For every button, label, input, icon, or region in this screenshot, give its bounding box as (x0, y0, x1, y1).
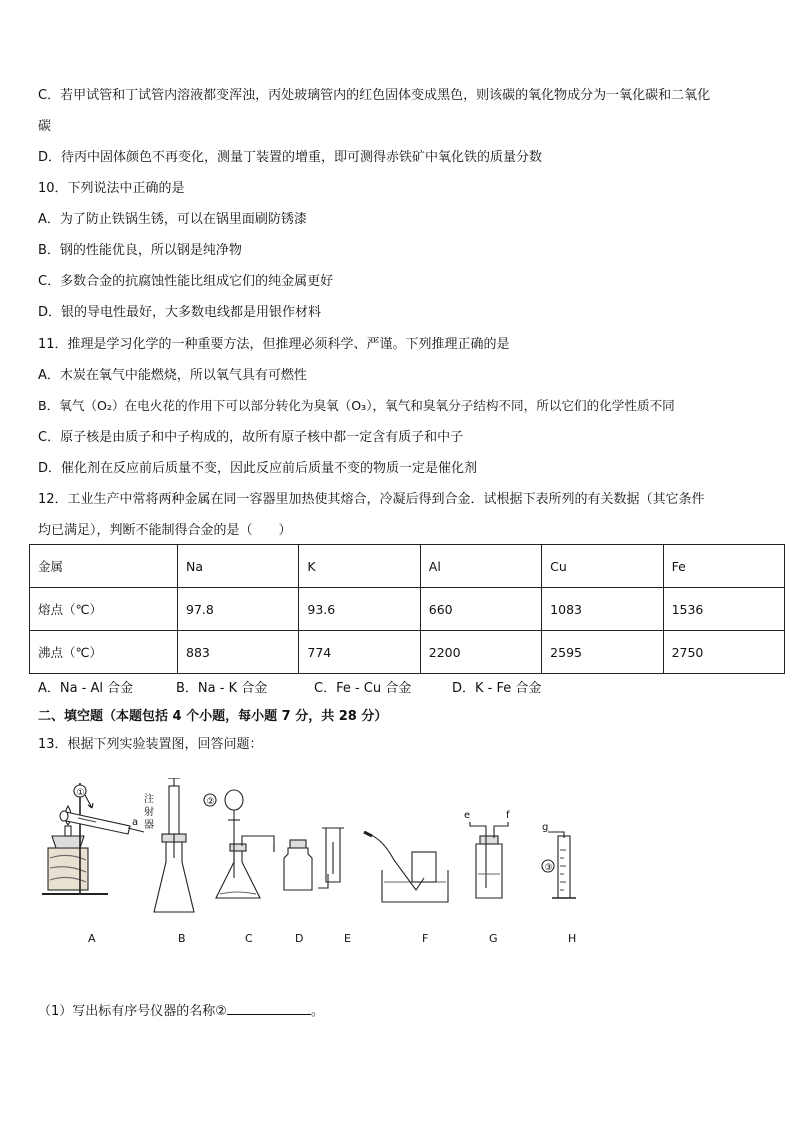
syringe-barrel (169, 786, 179, 834)
table-cell: 1536 (663, 588, 784, 631)
graduated-cylinder (558, 836, 570, 898)
table-cell: Fe (663, 545, 784, 588)
table-cell: Cu (542, 545, 663, 588)
q12-stem-line2: 均已满足），判断不能制得合金的是（ ） (38, 523, 292, 538)
label-E: E (344, 932, 351, 945)
bottle-stopper-g (480, 836, 498, 844)
q11-stem: 11．推理是学习化学的一种重要方法，但推理必须科学、严谨。下列推理正确的是 (38, 337, 510, 352)
delivery-tube-c (242, 836, 274, 852)
syringe-char-3: 器 (144, 820, 154, 831)
test-tube (62, 812, 130, 834)
metal-properties-table (29, 544, 785, 674)
answer-blank[interactable] (227, 1002, 311, 1015)
apparatus-letter-labels (88, 932, 576, 945)
label-A: A (88, 932, 96, 945)
q11-option-c: C．原子核是由质子和中子构成的，故所有原子核中都一定含有质子和中子 (38, 430, 464, 445)
table-cell: 774 (299, 631, 420, 674)
q13-part1 (38, 1000, 324, 1019)
label-num3: ③ (544, 863, 553, 873)
table-cell: 沸点（℃） (30, 631, 178, 674)
table-cell: Al (420, 545, 541, 588)
table-cell: 2750 (663, 631, 784, 674)
q11-option-d: D．催化剂在反应前后质量不变，因此反应前后质量不变的物质一定是催化剂 (38, 461, 478, 476)
section-2-title: 二、填空题（本题包括 4 个小题，每小题 7 分，共 28 分） (38, 709, 388, 724)
alcohol-lamp (52, 836, 84, 848)
q11-option-b: B．氧气（O₂）在电火花的作用下可以部分转化为臭氧（O₃），氧气和臭氧分子结构不同，所以它们的化学性质不同 (38, 398, 675, 413)
q12-options (38, 677, 541, 696)
pointer-1 (85, 795, 93, 808)
q11-option-a: A．木炭在氧气中能燃烧，所以氧气具有可燃性 (38, 368, 307, 383)
table-cell: 金属 (30, 545, 178, 588)
table-header-row (30, 545, 785, 588)
label-B: B (178, 932, 186, 945)
q12-stem-line1: 12．工业生产中常将两种金属在同一容器里加热使其熔合，冷凝后得到合金．试根据下表所列的有关数据（其它条件 (38, 492, 705, 507)
table-cell: 熔点（℃） (30, 588, 178, 631)
label-H: H (568, 932, 577, 945)
label-F: F (422, 932, 429, 945)
table-cell: 1083 (542, 588, 663, 631)
q12-option-a: A．Na - Al 合金 (38, 681, 134, 696)
label-a: a (132, 817, 139, 828)
separatory-funnel (225, 790, 243, 810)
syringe-char-1: 注 (144, 794, 154, 805)
apparatus-b (144, 778, 194, 912)
q9-option-c-line2: 碳 (38, 119, 52, 134)
apparatus-d (274, 840, 312, 890)
apparatus-f (364, 832, 448, 902)
lamp-wick-holder (65, 826, 71, 836)
q10-stem: 10．下列说法中正确的是 (38, 181, 185, 196)
table-row (30, 588, 785, 631)
table-cell: 97.8 (178, 588, 299, 631)
q10-option-b: B．钢的性能优良，所以钢是纯净物 (38, 243, 242, 258)
label-f: f (506, 810, 510, 821)
label-e: e (464, 810, 471, 821)
table-cell: Na (178, 545, 299, 588)
label-G: G (489, 932, 498, 945)
lab-apparatus-figure (38, 778, 598, 948)
collecting-bottle-f (412, 852, 436, 882)
q13-part1-end: 。 (310, 1004, 324, 1019)
test-tube-mouth (60, 811, 68, 821)
q13-part1-text: （1）写出标有序号仪器的名称② (38, 1004, 227, 1019)
apparatus-a (42, 783, 144, 894)
table-cell: 883 (178, 631, 299, 674)
gas-bottle (284, 848, 312, 890)
washing-bottle (476, 844, 502, 898)
stopper-c (230, 844, 246, 851)
bottle-stopper (290, 840, 306, 848)
table-cell: 93.6 (299, 588, 420, 631)
table-cell: K (299, 545, 420, 588)
label-C: C (245, 932, 253, 945)
table-cell: 2595 (542, 631, 663, 674)
syringe-char-2: 射 (144, 807, 154, 818)
label-D: D (295, 932, 304, 945)
q9-option-d: D．待丙中固体颜色不再变化，测量丁装置的增重，即可测得赤铁矿中氧化铁的质量分数 (38, 150, 543, 165)
label-num1: ① (76, 788, 85, 798)
q9-option-c-line1: C．若甲试管和丁试管内溶液都变浑浊，丙处玻璃管内的红色固体变成黑色，则该碳的氧化物成分为一氧化碳和二氧化 (38, 88, 711, 103)
label-num2: ② (206, 797, 215, 807)
q12-option-c: C．Fe - Cu 合金 (314, 681, 412, 696)
conical-flask-c (216, 850, 260, 898)
wood-block (48, 848, 88, 890)
rubber-tube-f (364, 832, 372, 836)
apparatus-h (542, 822, 576, 898)
label-g: g (542, 822, 549, 833)
apparatus-g (464, 810, 510, 898)
q12-option-b: B．Na - K 合金 (176, 681, 268, 696)
delivery-tube (128, 828, 144, 832)
apparatus-e (318, 828, 344, 888)
apparatus-c (204, 790, 274, 898)
q13-stem: 13．根据下列实验装置图，回答问题： (38, 737, 263, 752)
q10-option-c: C．多数合金的抗腐蚀性能比组成它们的纯金属更好 (38, 274, 334, 289)
q10-option-d: D．银的导电性最好，大多数电线都是用银作材料 (38, 305, 322, 320)
table-cell: 2200 (420, 631, 541, 674)
table-cell: 660 (420, 588, 541, 631)
q10-option-a: A．为了防止铁锅生锈，可以在锅里面刷防锈漆 (38, 212, 307, 227)
table-row (30, 631, 785, 674)
q12-option-d: D．K - Fe 合金 (452, 681, 542, 696)
